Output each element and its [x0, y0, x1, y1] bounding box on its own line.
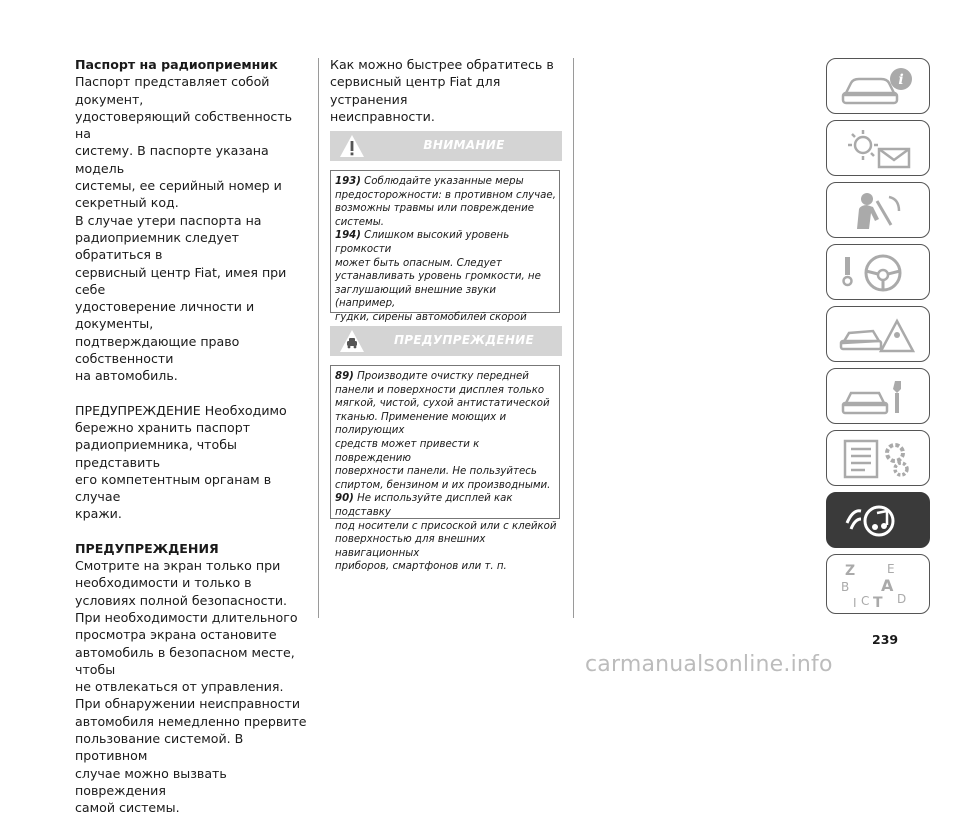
- note-number: 194): [335, 230, 361, 242]
- right-column: [330, 56, 562, 125]
- note-line: под носители с присоской или с клейкой: [335, 520, 557, 532]
- note-line: поверхностью для внешних навигационных: [335, 534, 486, 559]
- note-line: тканью. Применение моющих и полирующих: [335, 411, 507, 437]
- text-line: автомобиль в безопасном месте, чтобы: [75, 644, 295, 677]
- note-line: средств может привести к повреждению: [335, 438, 480, 464]
- index-letter: C: [861, 594, 870, 608]
- text-line: радиоприемник следует обратиться в: [75, 229, 239, 263]
- text-line: Смотрите на экран только при: [75, 558, 281, 574]
- note-text: Производите очистку передней: [353, 371, 529, 382]
- text-line: Паспорт представляет собой документ,: [75, 74, 270, 107]
- caution-box: [330, 365, 560, 573]
- index-letter: T: [873, 595, 883, 609]
- index-icon: [839, 561, 919, 609]
- caution-list: [335, 370, 557, 574]
- para-long-viewing: [75, 609, 307, 695]
- tab-starting-driving[interactable]: [826, 244, 930, 300]
- note-line: гудки, сирены автомобилей скорой: [335, 311, 527, 323]
- text-line: на автомобиль.: [75, 368, 178, 384]
- note-number: 90): [335, 493, 354, 505]
- warning-title: ВНИМАНИЕ: [423, 138, 505, 152]
- text-line: ПРЕДУПРЕЖДЕНИЕ Необходимо: [75, 402, 287, 418]
- warning-box: [330, 170, 560, 323]
- index-letter: Z: [845, 563, 856, 579]
- index-letter: E: [887, 562, 895, 576]
- caution-header: [330, 326, 562, 356]
- heading-warnings: ПРЕДУПРЕЖДЕНИЯ: [75, 540, 219, 556]
- note-text: Не используйте дисплей как подставку: [335, 493, 513, 518]
- text-line: неисправности.: [330, 108, 435, 124]
- tab-car-info[interactable]: [826, 58, 930, 114]
- text-line: автомобиля немедленно прервите: [75, 713, 307, 729]
- text-line: случае можно вызвать повреждения: [75, 765, 227, 798]
- index-letter: B: [841, 580, 850, 594]
- accident-icon: [839, 313, 919, 357]
- svg-text:i: i: [898, 72, 904, 88]
- note-line: [335, 492, 557, 519]
- column-divider-left: [318, 58, 319, 618]
- seat-airbag-icon: [839, 189, 919, 233]
- tab-emergency[interactable]: [826, 306, 930, 362]
- tab-warning-lights[interactable]: [826, 120, 930, 176]
- note-line: панели и поверхности дисплея только: [335, 384, 545, 396]
- text-line: самой системы.: [75, 800, 180, 816]
- para-look-screen: [75, 557, 307, 609]
- note-line: поверхности панели. Не пользуйтесь: [335, 466, 537, 478]
- note-line: системы.: [335, 216, 384, 228]
- index-letter: I: [853, 596, 857, 609]
- text-line: кражи.: [75, 506, 122, 522]
- note-number: 89): [335, 371, 354, 382]
- text-line: В случае утери паспорта на: [75, 212, 262, 228]
- steering-wheel-icon: [839, 251, 919, 295]
- tab-technical-data[interactable]: [826, 430, 930, 486]
- column-divider-right: [573, 58, 574, 618]
- page-number: 239: [872, 632, 899, 647]
- para-passport: [75, 73, 307, 211]
- watermark: carmanualsonline.info: [585, 652, 833, 677]
- technical-data-icon: [839, 437, 919, 481]
- note-line: [335, 370, 557, 384]
- para-contact-service: [330, 56, 562, 125]
- text-line: условиях полной безопасности.: [75, 592, 288, 608]
- heading-radio-passport: Паспорт на радиоприемник: [75, 57, 278, 72]
- note-line: заглушающий внешние звуки (например,: [335, 284, 497, 310]
- note-line: может быть опасным. Следует: [335, 257, 502, 269]
- warning-header: [330, 131, 562, 161]
- car-info-icon: [839, 65, 919, 109]
- note-line: спиртом, бензином и их производными.: [335, 479, 551, 491]
- text-line: необходимости и только в: [75, 575, 252, 591]
- caution-title: ПРЕДУПРЕЖДЕНИЕ: [393, 333, 535, 347]
- text-line: системы, ее серийный номер и: [75, 178, 282, 194]
- para-keep-passport: [75, 402, 307, 523]
- text-line: систему. В паспорте указана модель: [75, 143, 269, 176]
- caution-triangle-icon: [338, 328, 366, 354]
- warning-triangle-icon: [338, 133, 366, 159]
- text-line: сервисный центр Fiat для устранения: [330, 74, 501, 107]
- text-line: Как можно быстрее обратитесь в: [330, 57, 554, 72]
- left-column: [75, 56, 307, 816]
- text-line: не отвлекаться от управления.: [75, 679, 284, 695]
- note-text: Слишком высокий уровень громкости: [335, 230, 510, 255]
- tab-multimedia[interactable]: [826, 492, 930, 548]
- note-line: устанавливать уровень громкости, не: [335, 271, 541, 283]
- text-line: удостоверяющий собственность на: [75, 108, 293, 142]
- note-line: [335, 229, 557, 256]
- note-line: возможны травмы или повреждение: [335, 203, 534, 215]
- text-line: При необходимости длительного: [75, 609, 298, 625]
- text-line: его компетентным органам в случае: [75, 471, 272, 505]
- text-line: пользование системой. В противном: [75, 730, 244, 764]
- para-malfunction: [75, 695, 307, 816]
- text-line: радиоприемника, чтобы представить: [75, 437, 237, 470]
- text-line: удостоверение личности и документы,: [75, 299, 255, 332]
- text-line: секретный код.: [75, 195, 179, 211]
- note-line: мягкой, чистой, сухой антистатической: [335, 398, 550, 410]
- note-line: предосторожности: в противном случае,: [335, 189, 556, 201]
- para-lost-passport: [75, 212, 307, 385]
- multimedia-icon: [839, 499, 919, 543]
- text-line: бережно хранить паспорт: [75, 419, 251, 435]
- note-line: приборов, смартфонов или т. п.: [335, 561, 507, 573]
- text-line: сервисный центр Fiat, имея при себе: [75, 264, 287, 297]
- text-line: При обнаружении неисправности: [75, 696, 301, 712]
- tab-index[interactable]: [826, 554, 930, 614]
- text-line: подтверждающие право собственности: [75, 333, 240, 367]
- index-letter: A: [881, 576, 894, 595]
- note-line: [335, 175, 557, 189]
- text-line: просмотра экрана остановите: [75, 627, 277, 643]
- note-number: 193): [335, 176, 361, 187]
- note-text: Соблюдайте указанные меры: [360, 176, 524, 187]
- tab-maintenance[interactable]: [826, 368, 930, 424]
- tab-seat-airbag[interactable]: [826, 182, 930, 238]
- warning-lights-icon: [839, 127, 919, 171]
- car-maintenance-icon: [839, 375, 919, 419]
- index-letter: D: [897, 592, 907, 606]
